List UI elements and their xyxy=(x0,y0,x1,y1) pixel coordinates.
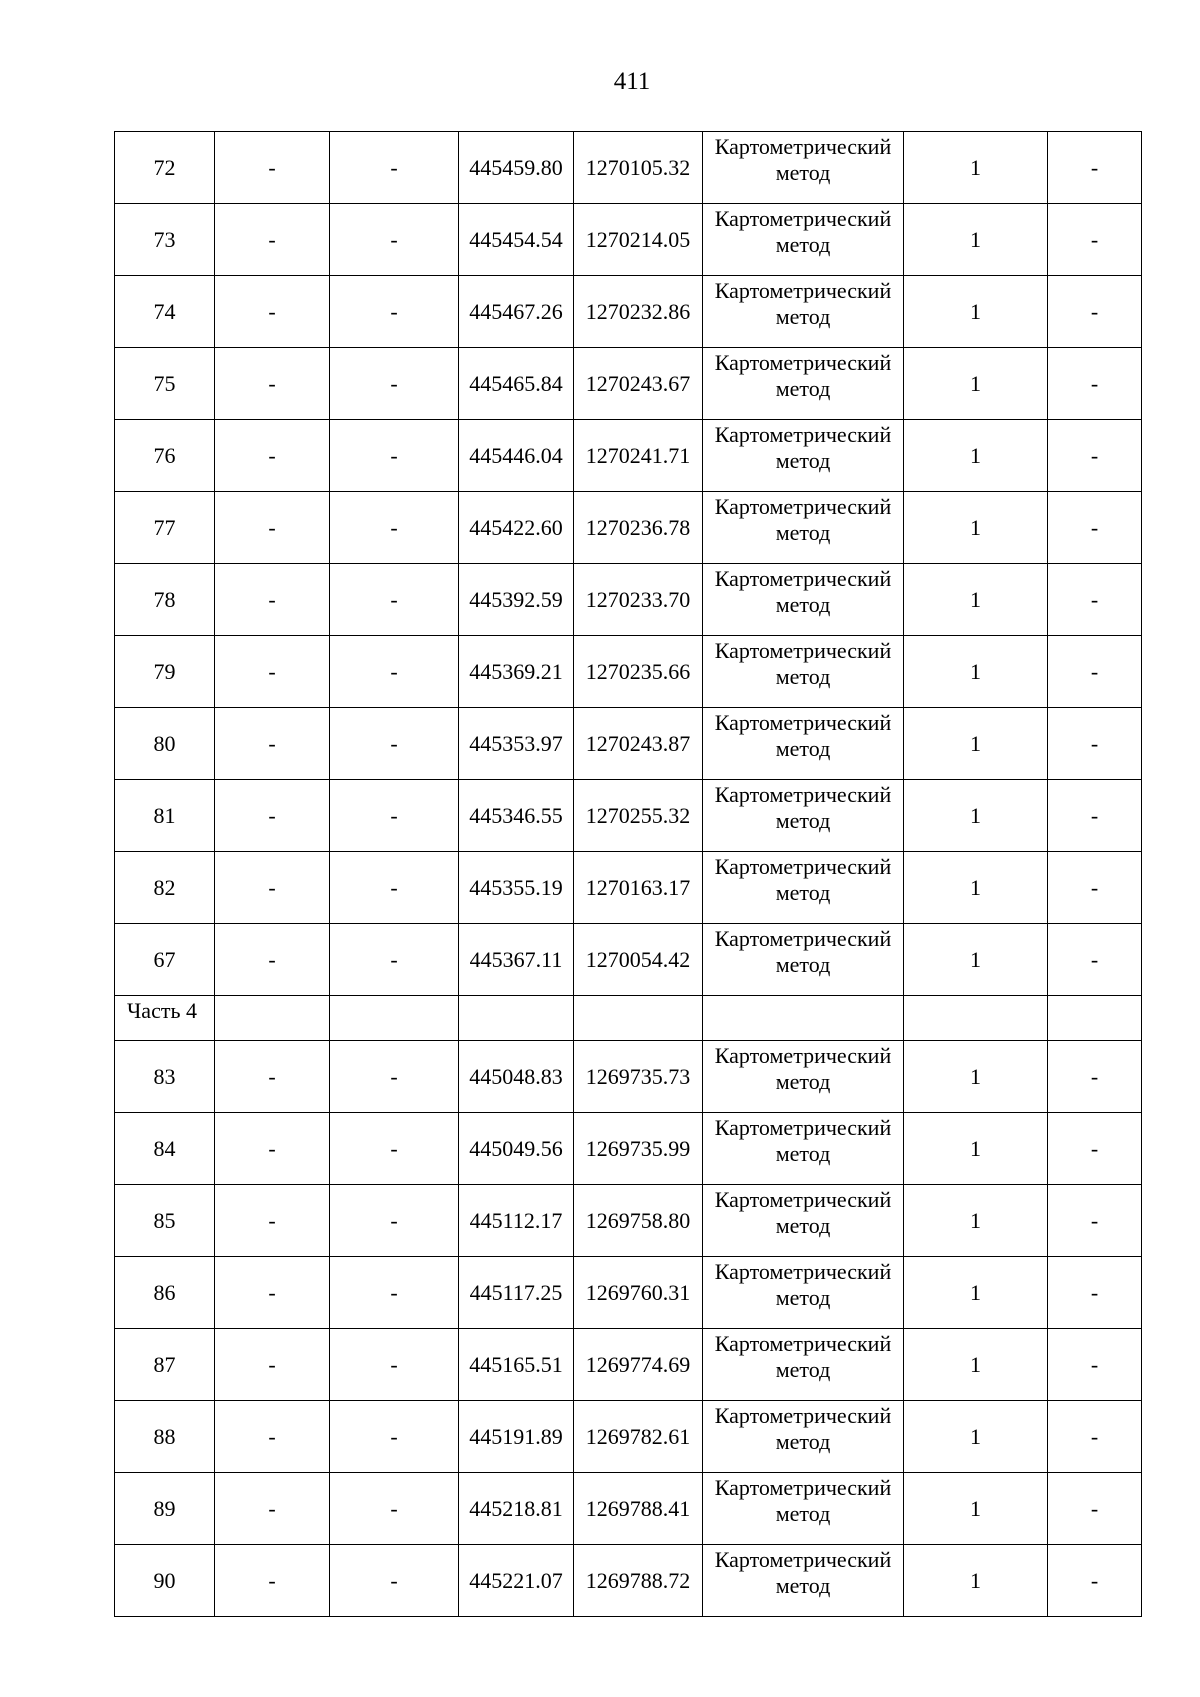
dash-cell: - xyxy=(330,924,459,996)
point-number-cell: 73 xyxy=(115,204,215,276)
x-coordinate-cell: 445446.04 xyxy=(459,420,574,492)
dash-cell: - xyxy=(215,276,330,348)
point-number-cell: 82 xyxy=(115,852,215,924)
accuracy-cell: 1 xyxy=(904,276,1048,348)
method-line-1: Картометрический xyxy=(714,926,892,951)
table-row xyxy=(115,204,1142,276)
accuracy-cell: 1 xyxy=(904,1545,1048,1617)
accuracy-cell: 1 xyxy=(904,1401,1048,1473)
method-line-2: метод xyxy=(775,448,831,473)
table-row xyxy=(115,708,1142,780)
dash-cell: - xyxy=(215,780,330,852)
accuracy-cell: 1 xyxy=(904,1329,1048,1401)
dash-cell: - xyxy=(215,1545,330,1617)
accuracy-cell: 1 xyxy=(904,420,1048,492)
point-number-cell: 77 xyxy=(115,492,215,564)
table-row xyxy=(115,1329,1142,1401)
y-coordinate-cell: 1270214.05 xyxy=(574,204,703,276)
y-coordinate-cell: 1270243.67 xyxy=(574,348,703,420)
dash-cell: - xyxy=(330,564,459,636)
dash-cell: - xyxy=(1048,1401,1142,1473)
method-cell xyxy=(703,780,904,852)
method-line-1: Картометрический xyxy=(714,278,892,303)
method-cell xyxy=(703,132,904,204)
dash-cell: - xyxy=(330,1113,459,1185)
dash-cell: - xyxy=(215,348,330,420)
method-line-2: метод xyxy=(775,880,831,905)
x-coordinate-cell: 445117.25 xyxy=(459,1257,574,1329)
table-row xyxy=(115,1401,1142,1473)
point-number-cell: 80 xyxy=(115,708,215,780)
dash-cell: - xyxy=(1048,636,1142,708)
method-line-2: метод xyxy=(775,1285,831,1310)
dash-cell: - xyxy=(330,492,459,564)
method-cell xyxy=(703,1545,904,1617)
dash-cell: - xyxy=(215,924,330,996)
x-coordinate-cell: 445392.59 xyxy=(459,564,574,636)
method-line-1: Картометрический xyxy=(714,1547,892,1572)
method-line-1: Картометрический xyxy=(714,422,892,447)
table-row xyxy=(115,348,1142,420)
x-coordinate-cell: 445221.07 xyxy=(459,1545,574,1617)
y-coordinate-cell: 1270233.70 xyxy=(574,564,703,636)
point-number-cell: 72 xyxy=(115,132,215,204)
dash-cell: - xyxy=(330,276,459,348)
accuracy-cell: 1 xyxy=(904,1113,1048,1185)
dash-cell: - xyxy=(1048,708,1142,780)
method-line-1: Картометрический xyxy=(714,1187,892,1212)
table-row xyxy=(115,564,1142,636)
y-coordinate-cell: 1269788.72 xyxy=(574,1545,703,1617)
method-cell xyxy=(703,1185,904,1257)
dash-cell: - xyxy=(215,492,330,564)
accuracy-cell: 1 xyxy=(904,852,1048,924)
accuracy-cell: 1 xyxy=(904,204,1048,276)
point-number-cell: 75 xyxy=(115,348,215,420)
dash-cell: - xyxy=(1048,276,1142,348)
method-line-1: Картометрический xyxy=(714,134,892,159)
y-coordinate-cell: 1270163.17 xyxy=(574,852,703,924)
y-coordinate-cell: 1270054.42 xyxy=(574,924,703,996)
accuracy-cell: 1 xyxy=(904,636,1048,708)
coordinates-table xyxy=(114,131,1142,1617)
table-row xyxy=(115,1257,1142,1329)
x-coordinate-cell: 445165.51 xyxy=(459,1329,574,1401)
dash-cell: - xyxy=(1048,1545,1142,1617)
y-coordinate-cell: 1269774.69 xyxy=(574,1329,703,1401)
method-line-1: Картометрический xyxy=(714,710,892,735)
x-coordinate-cell: 445049.56 xyxy=(459,1113,574,1185)
method-line-2: метод xyxy=(775,736,831,761)
dash-cell: - xyxy=(1048,348,1142,420)
y-coordinate-cell: 1269788.41 xyxy=(574,1473,703,1545)
empty-cell xyxy=(574,996,703,1041)
empty-cell xyxy=(904,996,1048,1041)
y-coordinate-cell: 1270235.66 xyxy=(574,636,703,708)
table-row xyxy=(115,492,1142,564)
dash-cell: - xyxy=(1048,1257,1142,1329)
dash-cell: - xyxy=(330,636,459,708)
dash-cell: - xyxy=(1048,1041,1142,1113)
x-coordinate-cell: 445218.81 xyxy=(459,1473,574,1545)
dash-cell: - xyxy=(1048,420,1142,492)
method-cell xyxy=(703,564,904,636)
section-label: Часть 4 xyxy=(115,996,215,1041)
method-cell xyxy=(703,276,904,348)
dash-cell: - xyxy=(215,708,330,780)
method-line-1: Картометрический xyxy=(714,1043,892,1068)
method-line-1: Картометрический xyxy=(714,494,892,519)
x-coordinate-cell: 445048.83 xyxy=(459,1041,574,1113)
table-row xyxy=(115,1545,1142,1617)
point-number-cell: 83 xyxy=(115,1041,215,1113)
page-number: 411 xyxy=(613,68,651,95)
point-number-cell: 84 xyxy=(115,1113,215,1185)
method-line-1: Картометрический xyxy=(714,566,892,591)
method-line-1: Картометрический xyxy=(714,206,892,231)
x-coordinate-cell: 445369.21 xyxy=(459,636,574,708)
y-coordinate-cell: 1270243.87 xyxy=(574,708,703,780)
point-number-cell: 85 xyxy=(115,1185,215,1257)
y-coordinate-cell: 1269735.99 xyxy=(574,1113,703,1185)
method-line-1: Картометрический xyxy=(714,1115,892,1140)
method-line-2: метод xyxy=(775,808,831,833)
dash-cell: - xyxy=(330,1545,459,1617)
x-coordinate-cell: 445454.54 xyxy=(459,204,574,276)
point-number-cell: 76 xyxy=(115,420,215,492)
method-line-1: Картометрический xyxy=(714,854,892,879)
accuracy-cell: 1 xyxy=(904,1257,1048,1329)
x-coordinate-cell: 445346.55 xyxy=(459,780,574,852)
method-cell xyxy=(703,420,904,492)
accuracy-cell: 1 xyxy=(904,924,1048,996)
method-line-1: Картометрический xyxy=(714,1475,892,1500)
method-line-2: метод xyxy=(775,592,831,617)
method-line-1: Картометрический xyxy=(714,638,892,663)
table-row xyxy=(115,1041,1142,1113)
dash-cell: - xyxy=(215,1473,330,1545)
x-coordinate-cell: 445367.11 xyxy=(459,924,574,996)
method-line-2: метод xyxy=(775,1501,831,1526)
accuracy-cell: 1 xyxy=(904,492,1048,564)
method-line-2: метод xyxy=(775,376,831,401)
point-number-cell: 86 xyxy=(115,1257,215,1329)
x-coordinate-cell: 445353.97 xyxy=(459,708,574,780)
dash-cell: - xyxy=(1048,564,1142,636)
dash-cell: - xyxy=(1048,1473,1142,1545)
point-number-cell: 88 xyxy=(115,1401,215,1473)
dash-cell: - xyxy=(1048,852,1142,924)
method-line-2: метод xyxy=(775,952,831,977)
dash-cell: - xyxy=(215,1401,330,1473)
x-coordinate-cell: 445112.17 xyxy=(459,1185,574,1257)
empty-cell xyxy=(330,996,459,1041)
method-line-2: метод xyxy=(775,1213,831,1238)
method-line-2: метод xyxy=(775,304,831,329)
point-number-cell: 79 xyxy=(115,636,215,708)
table-row xyxy=(115,1473,1142,1545)
x-coordinate-cell: 445355.19 xyxy=(459,852,574,924)
method-line-1: Картометрический xyxy=(714,782,892,807)
y-coordinate-cell: 1270236.78 xyxy=(574,492,703,564)
method-line-2: метод xyxy=(775,1141,831,1166)
dash-cell: - xyxy=(215,1185,330,1257)
accuracy-cell: 1 xyxy=(904,1185,1048,1257)
dash-cell: - xyxy=(330,132,459,204)
dash-cell: - xyxy=(215,1257,330,1329)
table-row xyxy=(115,780,1142,852)
dash-cell: - xyxy=(330,1329,459,1401)
dash-cell: - xyxy=(330,1473,459,1545)
method-cell xyxy=(703,1473,904,1545)
method-cell xyxy=(703,636,904,708)
dash-cell: - xyxy=(330,204,459,276)
y-coordinate-cell: 1270241.71 xyxy=(574,420,703,492)
table-body xyxy=(115,132,1142,1617)
dash-cell: - xyxy=(330,1401,459,1473)
method-line-2: метод xyxy=(775,1357,831,1382)
empty-cell xyxy=(1048,996,1142,1041)
empty-cell xyxy=(459,996,574,1041)
dash-cell: - xyxy=(215,1113,330,1185)
dash-cell: - xyxy=(215,1329,330,1401)
dash-cell: - xyxy=(215,204,330,276)
point-number-cell: 74 xyxy=(115,276,215,348)
method-line-2: метод xyxy=(775,1573,831,1598)
x-coordinate-cell: 445422.60 xyxy=(459,492,574,564)
dash-cell: - xyxy=(1048,204,1142,276)
dash-cell: - xyxy=(330,420,459,492)
dash-cell: - xyxy=(215,132,330,204)
method-cell xyxy=(703,708,904,780)
dash-cell: - xyxy=(1048,492,1142,564)
accuracy-cell: 1 xyxy=(904,564,1048,636)
method-cell xyxy=(703,1329,904,1401)
y-coordinate-cell: 1269758.80 xyxy=(574,1185,703,1257)
point-number-cell: 87 xyxy=(115,1329,215,1401)
accuracy-cell: 1 xyxy=(904,1473,1048,1545)
method-cell xyxy=(703,204,904,276)
y-coordinate-cell: 1269735.73 xyxy=(574,1041,703,1113)
method-line-2: метод xyxy=(775,520,831,545)
x-coordinate-cell: 445467.26 xyxy=(459,276,574,348)
method-cell xyxy=(703,852,904,924)
method-cell xyxy=(703,348,904,420)
dash-cell: - xyxy=(1048,780,1142,852)
y-coordinate-cell: 1270105.32 xyxy=(574,132,703,204)
method-line-1: Картометрический xyxy=(714,1403,892,1428)
dash-cell: - xyxy=(1048,132,1142,204)
method-cell xyxy=(703,492,904,564)
accuracy-cell: 1 xyxy=(904,132,1048,204)
accuracy-cell: 1 xyxy=(904,348,1048,420)
empty-cell xyxy=(215,996,330,1041)
table-row xyxy=(115,420,1142,492)
accuracy-cell: 1 xyxy=(904,1041,1048,1113)
dash-cell: - xyxy=(330,708,459,780)
point-number-cell: 67 xyxy=(115,924,215,996)
method-cell xyxy=(703,1041,904,1113)
method-line-2: метод xyxy=(775,1429,831,1454)
method-cell xyxy=(703,924,904,996)
method-line-1: Картометрический xyxy=(714,1331,892,1356)
dash-cell: - xyxy=(215,564,330,636)
dash-cell: - xyxy=(330,1185,459,1257)
section-row xyxy=(115,996,1142,1041)
table-row xyxy=(115,1113,1142,1185)
dash-cell: - xyxy=(1048,1185,1142,1257)
dash-cell: - xyxy=(1048,924,1142,996)
method-line-2: метод xyxy=(775,664,831,689)
y-coordinate-cell: 1269782.61 xyxy=(574,1401,703,1473)
method-line-1: Картометрический xyxy=(714,350,892,375)
dash-cell: - xyxy=(1048,1329,1142,1401)
table-row xyxy=(115,924,1142,996)
method-line-1: Картометрический xyxy=(714,1259,892,1284)
table-row xyxy=(115,1185,1142,1257)
dash-cell: - xyxy=(330,1041,459,1113)
accuracy-cell: 1 xyxy=(904,780,1048,852)
method-line-2: метод xyxy=(775,232,831,257)
dash-cell: - xyxy=(215,636,330,708)
dash-cell: - xyxy=(330,348,459,420)
dash-cell: - xyxy=(330,780,459,852)
accuracy-cell: 1 xyxy=(904,708,1048,780)
x-coordinate-cell: 445191.89 xyxy=(459,1401,574,1473)
point-number-cell: 90 xyxy=(115,1545,215,1617)
table-row xyxy=(115,852,1142,924)
method-line-2: метод xyxy=(775,160,831,185)
y-coordinate-cell: 1270232.86 xyxy=(574,276,703,348)
method-line-2: метод xyxy=(775,1069,831,1094)
point-number-cell: 89 xyxy=(115,1473,215,1545)
dash-cell: - xyxy=(330,852,459,924)
point-number-cell: 81 xyxy=(115,780,215,852)
table-row xyxy=(115,636,1142,708)
y-coordinate-cell: 1269760.31 xyxy=(574,1257,703,1329)
method-cell xyxy=(703,1113,904,1185)
x-coordinate-cell: 445459.80 xyxy=(459,132,574,204)
dash-cell: - xyxy=(215,1041,330,1113)
method-cell xyxy=(703,1401,904,1473)
method-cell xyxy=(703,1257,904,1329)
table-row xyxy=(115,132,1142,204)
dash-cell: - xyxy=(215,852,330,924)
table-row xyxy=(115,276,1142,348)
empty-cell xyxy=(703,996,904,1041)
x-coordinate-cell: 445465.84 xyxy=(459,348,574,420)
dash-cell: - xyxy=(330,1257,459,1329)
y-coordinate-cell: 1270255.32 xyxy=(574,780,703,852)
point-number-cell: 78 xyxy=(115,564,215,636)
dash-cell: - xyxy=(1048,1113,1142,1185)
dash-cell: - xyxy=(215,420,330,492)
